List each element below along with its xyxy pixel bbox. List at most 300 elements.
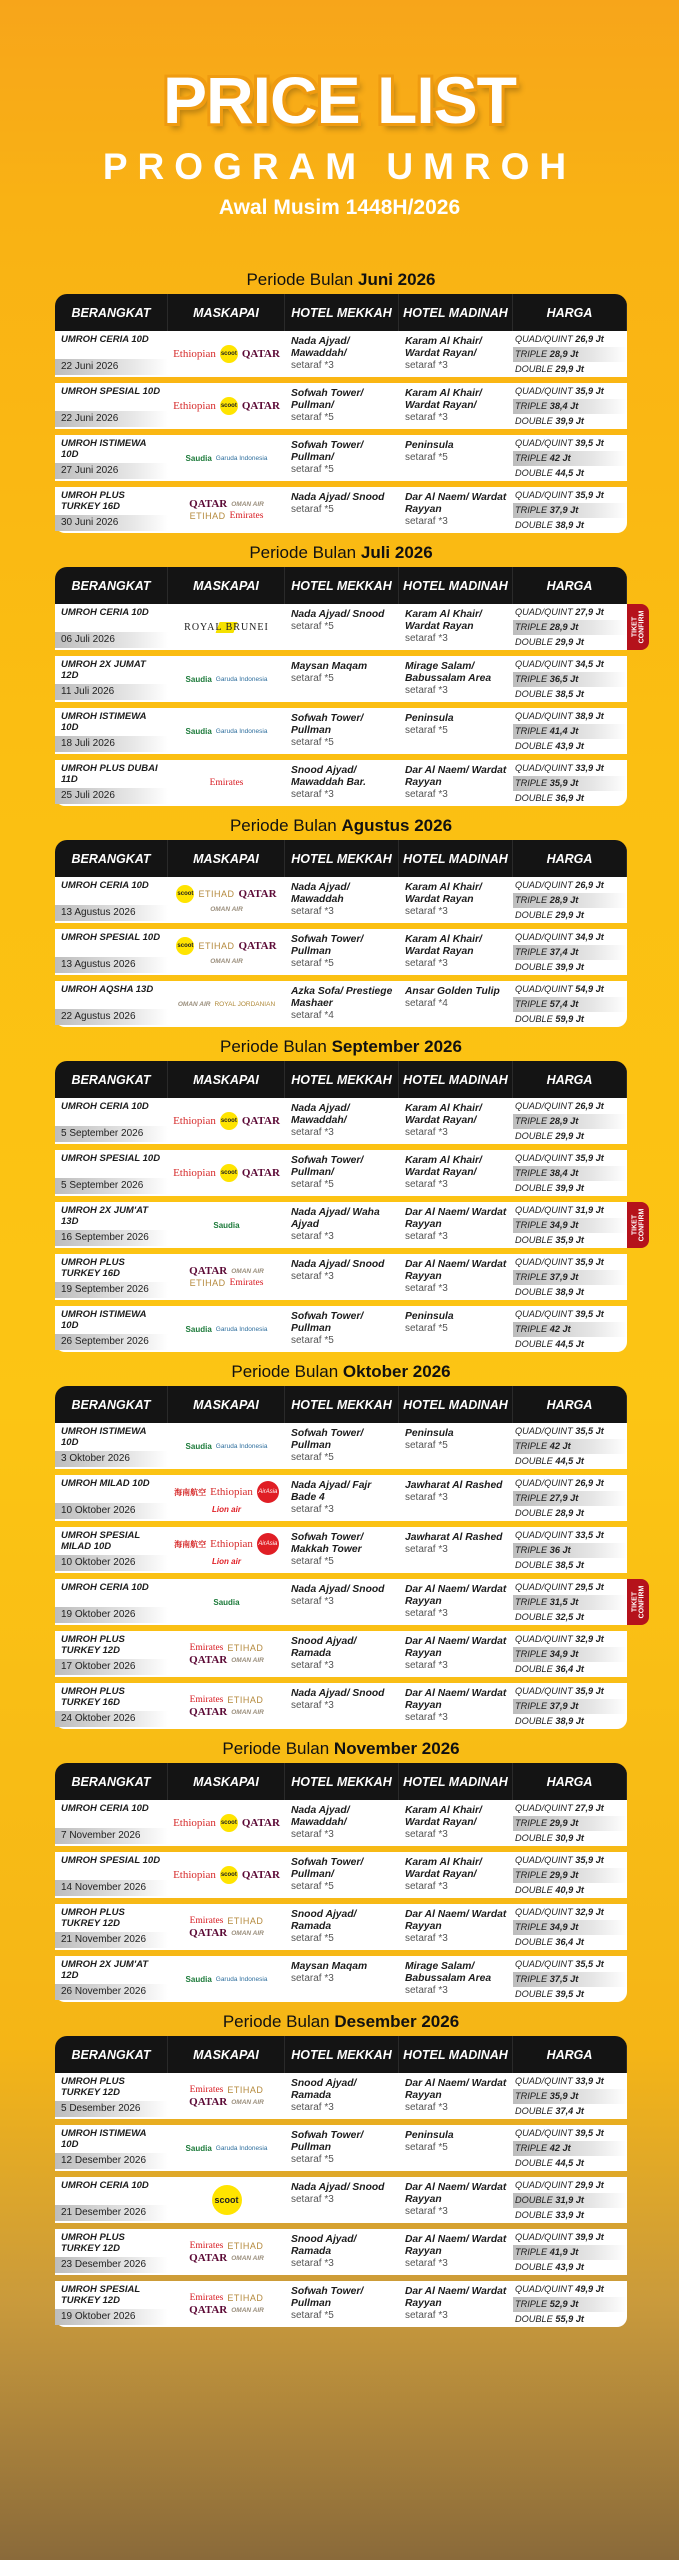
price-label: TRIPLE xyxy=(515,1168,548,1178)
price-line xyxy=(513,1203,627,1218)
etihad-logo: ETIHAD xyxy=(227,2084,264,2095)
price-label: TRIPLE xyxy=(515,778,548,788)
package-row[interactable] xyxy=(55,1852,627,1898)
price-line xyxy=(513,1831,627,1846)
price-cell xyxy=(513,656,627,702)
departure-date: 24 Oktober 2026 xyxy=(55,1711,168,1727)
hotel-madinah-rating: setaraf *3 xyxy=(405,2102,448,2113)
price-line xyxy=(513,982,627,997)
price-label: DOUBLE xyxy=(515,1235,553,1245)
program-name: UMROH SPESIAL 10D xyxy=(61,386,161,397)
price-label: TRIPLE xyxy=(515,2247,548,2257)
hotel-mekkah xyxy=(285,2177,399,2223)
price-cell xyxy=(513,1904,627,1950)
price-line xyxy=(513,451,627,466)
departure-date: 13 Agustus 2026 xyxy=(55,957,168,973)
package-row[interactable] xyxy=(55,1254,627,1300)
price-value: 32,5 Jt xyxy=(555,1612,584,1622)
eth-logo: Ethiopian xyxy=(173,347,216,360)
price-table xyxy=(55,1061,646,1352)
airline-logos xyxy=(168,1631,285,1677)
price-cell xyxy=(513,604,627,650)
price-line xyxy=(513,2104,627,2119)
scoot-logo: scoot xyxy=(220,1164,238,1182)
package-row[interactable] xyxy=(55,2281,627,2327)
price-value: 29,9 Jt xyxy=(555,637,584,647)
airline-logos xyxy=(168,981,285,1027)
departure-cell xyxy=(55,1254,168,1300)
hotel-madinah-rating: setaraf *3 xyxy=(405,1231,448,1242)
emirates-logo: Emirates xyxy=(189,2292,224,2303)
hotel-mekkah-rating: setaraf *5 xyxy=(291,412,334,423)
price-line xyxy=(513,1868,627,1883)
price-label: QUAD/QUINT xyxy=(515,1686,573,1696)
emirates-logo: Emirates xyxy=(209,777,244,788)
price-line xyxy=(513,1543,627,1558)
price-value: 29,9 Jt xyxy=(555,364,584,374)
period-title xyxy=(55,539,627,567)
hotel-madinah-name: Peninsula xyxy=(405,2130,454,2141)
price-value: 29,9 Jt xyxy=(555,1131,584,1141)
hotel-mekkah-name: Sofwah Tower/ Pullman/ xyxy=(291,1857,364,1880)
package-row[interactable] xyxy=(55,1904,627,1950)
price-label: TRIPLE xyxy=(515,2299,548,2309)
etihad-logo: ETIHAD xyxy=(227,1915,264,1926)
hotel-mekkah-name: Snood Ajyad/ Ramada xyxy=(291,1909,357,1932)
column-header: HARGA xyxy=(513,1763,627,1800)
price-line xyxy=(513,1476,627,1491)
garuda-logo: Garuda Indonesia xyxy=(215,454,268,462)
etihad-logo: ETIHAD xyxy=(189,1277,226,1288)
price-label: QUAD/QUINT xyxy=(515,763,573,773)
column-header: HOTEL MEKKAH xyxy=(285,840,399,877)
airline-logos xyxy=(168,2281,285,2327)
hotel-mekkah-rating: setaraf *5 xyxy=(291,621,334,632)
price-label: QUAD/QUINT xyxy=(515,1153,573,1163)
package-row[interactable] xyxy=(55,929,627,975)
price-line xyxy=(513,1801,627,1816)
period-prefix: Periode Bulan xyxy=(249,543,357,562)
departure-date: 16 September 2026 xyxy=(55,1230,168,1246)
period-prefix: Periode Bulan xyxy=(222,2012,330,2031)
qatar-logo: QATAR xyxy=(189,2095,228,2108)
hotel-madinah-name: Karam Al Khair/ Wardat Rayan xyxy=(405,609,482,632)
hotel-mekkah-name: Sofwah Tower/ Pullman xyxy=(291,1311,364,1334)
hotel-madinah xyxy=(399,2229,513,2275)
price-label: TRIPLE xyxy=(515,1974,548,1984)
price-line xyxy=(513,1684,627,1699)
hotel-madinah xyxy=(399,1475,513,1521)
price-label: DOUBLE xyxy=(515,1664,553,1674)
column-header: HARGA xyxy=(513,567,627,604)
column-header: HOTEL MADINAH xyxy=(399,1386,513,1423)
scoot-logo: scoot xyxy=(220,345,238,363)
ticket-confirm-badge xyxy=(627,1579,649,1625)
program-name: UMROH CERIA 10D xyxy=(61,880,149,891)
price-line xyxy=(513,2208,627,2223)
package-row[interactable] xyxy=(55,981,627,1027)
departure-cell xyxy=(55,1475,168,1521)
oman-logo: OMAN AIR xyxy=(231,2254,264,2262)
hotel-madinah-rating: setaraf *3 xyxy=(405,1712,448,1723)
period-month: November 2026 xyxy=(333,1739,460,1758)
airasia-logo: AirAsia xyxy=(257,1481,279,1503)
price-cell xyxy=(513,981,627,1027)
price-label: DOUBLE xyxy=(515,520,553,530)
package-row[interactable] xyxy=(55,1683,627,1729)
package-row[interactable] xyxy=(55,1631,627,1677)
hotel-madinah-rating: setaraf *3 xyxy=(405,1881,448,1892)
hotel-madinah-name: Dar Al Naem/ Wardat Rayyan xyxy=(405,1584,507,1607)
oman-logo: OMAN AIR xyxy=(210,958,243,965)
hotel-madinah xyxy=(399,331,513,377)
airline-logos xyxy=(168,2073,285,2119)
hotel-mekkah-name: Snood Ajyad/ Mawaddah Bar. xyxy=(291,765,366,788)
price-label: DOUBLE xyxy=(515,793,553,803)
hotel-madinah xyxy=(399,2073,513,2119)
price-label: TRIPLE xyxy=(515,999,548,1009)
period-month: Juni 2026 xyxy=(358,270,436,289)
package-row[interactable] xyxy=(55,877,627,923)
price-value: 44,5 Jt xyxy=(555,468,584,478)
price-line xyxy=(513,1307,627,1322)
column-header: HOTEL MEKKAH xyxy=(285,2036,399,2073)
departure-cell xyxy=(55,2281,168,2327)
price-value: 38,9 Jt xyxy=(555,1287,584,1297)
hainan-logo: 海南航空 xyxy=(174,1539,207,1549)
package-row[interactable] xyxy=(55,2073,627,2119)
price-label: TRIPLE xyxy=(515,1597,548,1607)
program-name: UMROH 2X JUM'AT 12D xyxy=(61,1959,149,1981)
hotel-mekkah-name: Snood Ajyad/ Ramada xyxy=(291,2234,357,2257)
price-label: TRIPLE xyxy=(515,895,548,905)
hotel-mekkah-rating: setaraf *3 xyxy=(291,1829,334,1840)
period-month: Desember 2026 xyxy=(334,2012,460,2031)
price-line xyxy=(513,466,627,481)
price-label: QUAD/QUINT xyxy=(515,932,573,942)
price-value: 38,4 Jt xyxy=(549,1168,579,1178)
package-row[interactable] xyxy=(55,1956,627,2002)
qatar-logo: QATAR xyxy=(241,1816,280,1829)
price-line xyxy=(513,1322,627,1337)
departure-cell xyxy=(55,1956,168,2002)
price-line xyxy=(513,997,627,1012)
price-line xyxy=(513,1699,627,1714)
price-label: DOUBLE xyxy=(515,1560,553,1570)
departure-date: 18 Juli 2026 xyxy=(55,736,168,752)
price-value: 29,9 Jt xyxy=(549,1870,579,1880)
package-row[interactable] xyxy=(55,2177,627,2223)
program-name: UMROH PLUS DUBAI 11D xyxy=(61,763,158,785)
column-header: HOTEL MEKKAH xyxy=(285,1386,399,1423)
garuda-logo: Garuda Indonesia xyxy=(215,1975,268,1983)
hotel-mekkah-name: Sofwah Tower/ Pullman xyxy=(291,713,364,736)
hotel-madinah-rating: setaraf *3 xyxy=(405,1283,448,1294)
package-row[interactable] xyxy=(55,1423,627,1469)
hotel-mekkah xyxy=(285,708,399,754)
price-line xyxy=(513,945,627,960)
hotel-madinah xyxy=(399,1202,513,1248)
price-line xyxy=(513,930,627,945)
column-header: MASKAPAI xyxy=(168,1061,285,1098)
departure-date: 27 Juni 2026 xyxy=(55,463,168,479)
package-row[interactable] xyxy=(55,1800,627,1846)
departure-date: 19 Oktober 2026 xyxy=(55,1607,168,1623)
airline-logos xyxy=(168,1423,285,1469)
program-name: UMROH CERIA 10D xyxy=(61,334,149,345)
price-value: 36,9 Jt xyxy=(555,793,584,803)
eth-logo: Ethiopian xyxy=(173,1114,216,1127)
departure-cell xyxy=(55,2125,168,2171)
package-row[interactable] xyxy=(55,1202,646,1248)
price-value: 26,9 Jt xyxy=(575,1478,604,1488)
price-value: 26,9 Jt xyxy=(575,880,604,890)
ticket-confirm-text xyxy=(631,1209,645,1242)
hotel-mekkah-rating: setaraf *3 xyxy=(291,906,334,917)
scoot-logo: scoot xyxy=(220,397,238,415)
period-title xyxy=(55,266,627,294)
price-label: TRIPLE xyxy=(515,1324,548,1334)
departure-date: 5 Desember 2026 xyxy=(55,2101,168,2117)
price-line xyxy=(513,1528,627,1543)
airline-logos xyxy=(168,1683,285,1729)
column-header: MASKAPAI xyxy=(168,2036,285,2073)
price-value: 44,5 Jt xyxy=(555,2158,584,2168)
hotel-madinah xyxy=(399,1527,513,1573)
hotel-madinah-name: Dar Al Naem/ Wardat Rayyan xyxy=(405,1636,507,1659)
program-name: UMROH CERIA 10D xyxy=(61,1582,149,1593)
hotel-madinah xyxy=(399,1423,513,1469)
table-header xyxy=(55,567,627,604)
price-line xyxy=(513,1129,627,1144)
price-label: TRIPLE xyxy=(515,1649,548,1659)
price-cell xyxy=(513,1852,627,1898)
hotel-madinah xyxy=(399,604,513,650)
price-line xyxy=(513,739,627,754)
departure-cell xyxy=(55,2177,168,2223)
program-name: UMROH PLUS TURKEY 16D xyxy=(61,490,125,512)
hotel-madinah-rating: setaraf *5 xyxy=(405,1323,448,1334)
package-row[interactable] xyxy=(55,383,627,429)
departure-cell xyxy=(55,760,168,806)
hotel-mekkah-name: Sofwah Tower/ Pullman/ xyxy=(291,440,364,463)
price-line xyxy=(513,1883,627,1898)
departure-cell xyxy=(55,1306,168,1352)
price-value: 38,9 Jt xyxy=(555,520,584,530)
qatar-logo: QATAR xyxy=(189,2251,228,2264)
oman-logo: OMAN AIR xyxy=(231,1267,264,1275)
price-value: 29,9 Jt xyxy=(555,910,584,920)
hotel-madinah-name: Dar Al Naem/ Wardat Rayyan xyxy=(405,1259,507,1282)
price-value: 34,9 Jt xyxy=(549,1220,579,1230)
price-value: 37,9 Jt xyxy=(549,1701,579,1711)
package-row[interactable] xyxy=(55,2125,627,2171)
package-row[interactable] xyxy=(55,1527,627,1573)
hotel-mekkah-rating: setaraf *3 xyxy=(291,2102,334,2113)
price-label: QUAD/QUINT xyxy=(515,1530,573,1540)
price-cell xyxy=(513,2125,627,2171)
column-header: HOTEL MADINAH xyxy=(399,2036,513,2073)
price-line xyxy=(513,1647,627,1662)
etihad-logo: ETIHAD xyxy=(198,888,235,899)
package-row[interactable] xyxy=(55,435,627,481)
departure-date: 17 Oktober 2026 xyxy=(55,1659,168,1675)
price-label: DOUBLE xyxy=(515,1131,553,1141)
price-value: 42 Jt xyxy=(549,453,571,463)
hotel-mekkah-name: Snood Ajyad/ Ramada xyxy=(291,1636,357,1659)
package-row[interactable] xyxy=(55,656,627,702)
departure-cell xyxy=(55,331,168,377)
package-row[interactable] xyxy=(55,2229,627,2275)
departure-cell xyxy=(55,435,168,481)
hotel-madinah-rating: setaraf *3 xyxy=(405,633,448,644)
hotel-madinah-name: Karam Al Khair/ Wardat Rayan/ xyxy=(405,388,482,411)
price-line xyxy=(513,635,627,650)
package-row[interactable] xyxy=(55,604,646,650)
hotel-mekkah xyxy=(285,1150,399,1196)
column-header: HOTEL MADINAH xyxy=(399,1061,513,1098)
price-cell xyxy=(513,2281,627,2327)
hotel-madinah-name: Karam Al Khair/ Wardat Rayan/ xyxy=(405,1155,482,1178)
package-row[interactable] xyxy=(55,487,627,533)
hotel-mekkah-rating: setaraf *5 xyxy=(291,1881,334,1892)
package-row[interactable] xyxy=(55,1150,627,1196)
hotel-madinah-rating: setaraf *3 xyxy=(405,1492,448,1503)
program-name: UMROH ISTIMEWA 10D xyxy=(61,438,147,460)
price-line xyxy=(513,2297,627,2312)
eth-logo: Ethiopian xyxy=(173,1166,216,1179)
price-line xyxy=(513,672,627,687)
hotel-mekkah-rating: setaraf *5 xyxy=(291,1452,334,1463)
package-row[interactable] xyxy=(55,1475,627,1521)
price-value: 33,9 Jt xyxy=(555,2210,584,2220)
saudia-logo: Saudia xyxy=(185,674,212,684)
eth-logo: Ethiopian xyxy=(173,1868,216,1881)
departure-date: 26 November 2026 xyxy=(55,1984,168,2000)
emirates-logo: Emirates xyxy=(189,1694,224,1705)
price-label: TRIPLE xyxy=(515,1701,548,1711)
ticket-confirm-badge xyxy=(627,604,649,650)
package-row[interactable] xyxy=(55,1579,646,1625)
saudia-logo: Saudia xyxy=(185,726,212,736)
column-header: BERANGKAT xyxy=(55,1763,168,1800)
program-name: UMROH CERIA 10D xyxy=(61,607,149,618)
price-table xyxy=(55,1763,627,2002)
hotel-mekkah xyxy=(285,1683,399,1729)
hotel-madinah xyxy=(399,981,513,1027)
price-table xyxy=(55,1386,646,1729)
ticket-line1: TIKET xyxy=(631,1591,639,1613)
price-line xyxy=(513,2074,627,2089)
price-label: QUAD/QUINT xyxy=(515,1309,573,1319)
departure-cell xyxy=(55,604,168,650)
hotel-madinah xyxy=(399,929,513,975)
hotel-madinah xyxy=(399,708,513,754)
qatar-logo: QATAR xyxy=(189,2303,228,2316)
period-title xyxy=(55,812,627,840)
hotel-mekkah-name: Sofwah Tower/ Pullman/ xyxy=(291,1155,364,1178)
program-name: UMROH SPESIAL MILAD 10D xyxy=(61,1530,141,1552)
hotel-madinah xyxy=(399,435,513,481)
price-table xyxy=(55,840,627,1027)
package-row[interactable] xyxy=(55,331,627,377)
scoot-logo: scoot xyxy=(212,2185,242,2215)
price-value: 36 Jt xyxy=(549,1545,571,1555)
hotel-mekkah xyxy=(285,1904,399,1950)
price-line xyxy=(513,1285,627,1300)
hotel-mekkah-rating: setaraf *3 xyxy=(291,1700,334,1711)
hotel-mekkah-rating: setaraf *3 xyxy=(291,1973,334,1984)
price-cell xyxy=(513,2177,627,2223)
package-row[interactable] xyxy=(55,708,627,754)
hotel-madinah xyxy=(399,2125,513,2171)
price-value: 29,5 Jt xyxy=(575,1582,604,1592)
price-line xyxy=(513,384,627,399)
price-value: 28,9 Jt xyxy=(555,1508,584,1518)
price-label: DOUBLE xyxy=(515,1456,553,1466)
price-label: DOUBLE xyxy=(515,2314,553,2324)
hotel-mekkah xyxy=(285,1579,399,1625)
hotel-madinah-rating: setaraf *3 xyxy=(405,1544,448,1555)
hotel-madinah xyxy=(399,1904,513,1950)
price-line xyxy=(513,332,627,347)
ticket-line2: CONFIRM xyxy=(638,1585,646,1619)
price-line xyxy=(513,1920,627,1935)
price-value: 39,9 Jt xyxy=(555,416,584,426)
price-value: 31,9 Jt xyxy=(575,1205,604,1215)
price-label: DOUBLE xyxy=(515,1183,553,1193)
departure-cell xyxy=(55,656,168,702)
departure-cell xyxy=(55,383,168,429)
price-line xyxy=(513,1580,627,1595)
price-value: 37,9 Jt xyxy=(549,505,579,515)
hotel-madinah xyxy=(399,760,513,806)
hotel-madinah xyxy=(399,1579,513,1625)
airline-logos xyxy=(168,1202,285,1248)
column-header: HARGA xyxy=(513,840,627,877)
program-name: UMROH PLUS TURKEY 16D xyxy=(61,1686,125,1708)
price-cell xyxy=(513,1202,627,1248)
program-name: UMROH ISTIMEWA 10D xyxy=(61,1426,147,1448)
hotel-madinah-name: Ansar Golden Tulip xyxy=(405,986,500,997)
price-label: TRIPLE xyxy=(515,505,548,515)
price-line xyxy=(513,503,627,518)
hotel-mekkah-rating: setaraf *3 xyxy=(291,1660,334,1671)
price-line xyxy=(513,1595,627,1610)
departure-date: 22 Juni 2026 xyxy=(55,359,168,375)
price-label: QUAD/QUINT xyxy=(515,2232,573,2242)
hotel-mekkah-name: Nada Ajyad/ Snood xyxy=(291,1688,385,1699)
price-value: 39,5 Jt xyxy=(555,1989,584,1999)
hotel-mekkah-name: Nada Ajyad/ Mawaddah/ xyxy=(291,1103,350,1126)
program-name: UMROH PLUS TURKEY 12D xyxy=(61,2076,125,2098)
departure-date: 14 November 2026 xyxy=(55,1880,168,1896)
price-label: QUAD/QUINT xyxy=(515,2284,573,2294)
package-row[interactable] xyxy=(55,760,627,806)
price-line xyxy=(513,776,627,791)
garuda-logo: Garuda Indonesia xyxy=(215,675,268,683)
package-row[interactable] xyxy=(55,1306,627,1352)
package-row[interactable] xyxy=(55,1098,627,1144)
ticket-line1: TIKET xyxy=(631,1214,639,1236)
hotel-mekkah xyxy=(285,929,399,975)
price-label: DOUBLE xyxy=(515,689,553,699)
price-label: QUAD/QUINT xyxy=(515,438,573,448)
price-label: TRIPLE xyxy=(515,1922,548,1932)
oman-logo: OMAN AIR xyxy=(231,2306,264,2314)
hotel-mekkah-name: Maysan Maqam xyxy=(291,661,368,672)
price-line xyxy=(513,1454,627,1469)
